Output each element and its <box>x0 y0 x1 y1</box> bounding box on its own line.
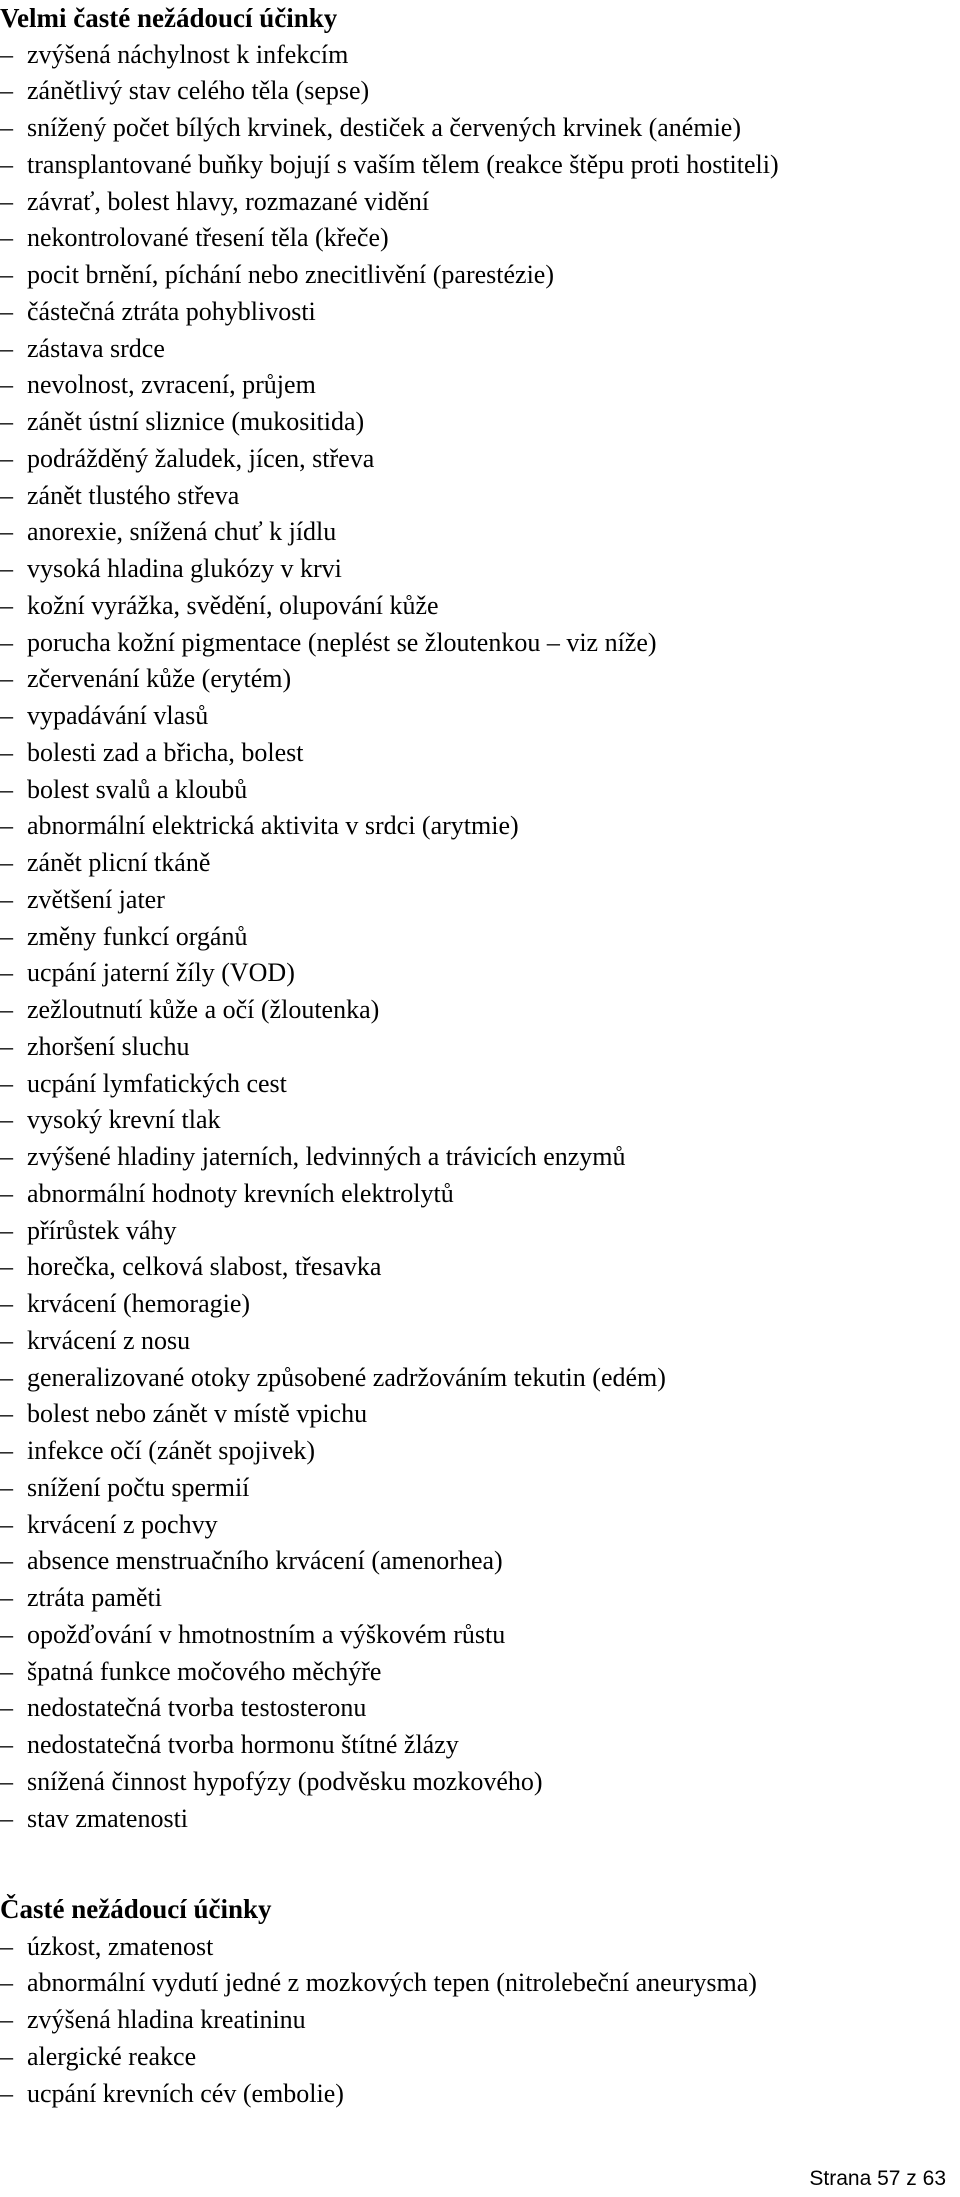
list-item <box>0 1139 779 1176</box>
list-item-text: snížená činnost hypofýzy (podvěsku mozkového) <box>27 1766 543 1796</box>
list-item <box>0 184 779 221</box>
list-item-text: zánětlivý stav celého těla (sepse) <box>27 76 370 106</box>
list-item <box>0 1543 779 1580</box>
list-item-text: stav zmatenosti <box>27 1803 189 1833</box>
list-item-text: bolest svalů a kloubů <box>27 774 248 804</box>
list-item-text: zvýšené hladiny jaterních, ledvinných a trávicích enzymů <box>27 1142 626 1171</box>
list-item-text: porucha kožní pigmentace (neplést se žloutenkou – viz níže) <box>27 627 657 657</box>
list-item-text: transplantované buňky bojují s vaším tělem (reakce štěpu proti hostiteli) <box>27 149 779 179</box>
dash-bullet: – <box>0 149 13 179</box>
list-item <box>0 1617 779 1654</box>
dash-bullet: – <box>0 1031 13 1061</box>
list-item <box>0 147 779 184</box>
list-item-text: kožní vyrážka, svědění, olupování kůže <box>27 590 439 620</box>
dash-bullet: – <box>0 333 13 363</box>
dash-bullet: – <box>0 2005 13 2034</box>
list-item-text: bolesti zad a břicha, bolest <box>27 737 304 767</box>
dash-bullet: – <box>0 1105 13 1135</box>
list-item <box>0 698 779 735</box>
list-item <box>0 257 779 294</box>
list-item-text: bolest nebo zánět v místě vpichu <box>27 1399 368 1429</box>
dash-bullet: – <box>0 2041 13 2071</box>
dash-bullet: – <box>0 1178 13 1208</box>
list-item-text: zežloutnutí kůže a očí (žloutenka) <box>27 995 380 1024</box>
list-item-text: krvácení z nosu <box>27 1325 191 1355</box>
list-item-text: zástava srdce <box>27 333 165 363</box>
list-item <box>0 37 779 74</box>
dash-bullet: – <box>0 1472 13 1502</box>
common-effects-list <box>0 1929 757 2113</box>
dash-bullet: – <box>0 1509 13 1539</box>
list-item-text: snížení počtu spermií <box>27 1472 250 1502</box>
page-number: Strana 57 z 63 <box>809 2167 946 2190</box>
list-item-text: závrať, bolest hlavy, rozmazané vidění <box>27 186 430 216</box>
list-item <box>0 919 779 956</box>
list-item-text: ztráta paměti <box>27 1583 162 1612</box>
list-item-text: nedostatečná tvorba testosteronu <box>27 1693 367 1723</box>
list-item <box>0 478 779 515</box>
dash-bullet: – <box>0 958 13 988</box>
dash-bullet: – <box>0 921 13 951</box>
dash-bullet: – <box>0 1252 13 1282</box>
list-item-text: zhoršení sluchu <box>27 1031 190 1061</box>
list-item <box>0 1360 779 1397</box>
list-item-text: zánět ústní sliznice (mukositida) <box>27 407 365 436</box>
list-item-text: nekontrolované třesení těla (křeče) <box>27 223 389 253</box>
list-item-text: anorexie, snížená chuť k jídlu <box>27 517 337 547</box>
list-item-text: vysoký krevní tlak <box>27 1105 221 1135</box>
dash-bullet: – <box>0 76 13 106</box>
list-item-text: podrážděný žaludek, jícen, střeva <box>27 443 375 473</box>
list-item <box>0 441 779 478</box>
list-item-text: krvácení (hemoragie) <box>27 1289 251 1318</box>
dash-bullet: – <box>0 370 13 400</box>
list-item <box>0 735 779 772</box>
list-item <box>0 1690 779 1727</box>
list-item <box>0 1102 779 1139</box>
list-item-text: zčervenání kůže (erytém) <box>27 664 292 694</box>
list-item <box>0 1929 757 1966</box>
list-item <box>0 404 779 441</box>
list-item-text: špatná funkce močového měchýře <box>27 1656 382 1686</box>
list-item-text: abnormální vydutí jedné z mozkových tepen (nitrolebeční aneurysma) <box>27 1968 757 1998</box>
section-heading-very-common: Velmi časté nežádoucí účinky <box>0 3 338 33</box>
dash-bullet: – <box>0 39 13 69</box>
dash-bullet: – <box>0 1931 13 1961</box>
list-item <box>0 1801 779 1838</box>
list-item-text: úzkost, zmatenost <box>27 1931 214 1961</box>
list-item <box>0 1727 779 1764</box>
dash-bullet: – <box>0 737 13 767</box>
list-item-text: alergické reakce <box>27 2041 197 2071</box>
list-item-text: částečná ztráta pohyblivosti <box>27 296 316 326</box>
list-item-text: generalizované otoky způsobené zadržováním tekutin (edém) <box>27 1362 666 1392</box>
dash-bullet: – <box>0 1766 13 1796</box>
dash-bullet: – <box>0 260 13 289</box>
list-item <box>0 1323 779 1360</box>
list-item-text: nedostatečná tvorba hormonu štítné žlázy <box>27 1730 459 1759</box>
dash-bullet: – <box>0 1730 13 1759</box>
list-item <box>0 110 779 147</box>
list-item-text: abnormální elektrická aktivita v srdci (arytmie) <box>27 811 519 841</box>
list-item-text: snížený počet bílých krvinek, destiček a červených krvinek (anémie) <box>27 113 741 142</box>
list-item-text: zvýšená hladina kreatininu <box>27 2005 306 2034</box>
list-item-text: ucpání krevních cév (embolie) <box>27 2078 344 2108</box>
list-item <box>0 73 779 110</box>
list-item <box>0 2039 757 2076</box>
list-item <box>0 514 779 551</box>
dash-bullet: – <box>0 1399 13 1429</box>
dash-bullet: – <box>0 1693 13 1723</box>
list-item <box>0 625 779 662</box>
dash-bullet: – <box>0 1325 13 1355</box>
list-item-text: absence menstruačního krvácení (amenorhea) <box>27 1546 503 1576</box>
list-item <box>0 772 779 809</box>
dash-bullet: – <box>0 884 13 914</box>
list-item-text: horečka, celková slabost, třesavka <box>27 1252 382 1282</box>
list-item-text: přírůstek váhy <box>27 1215 177 1245</box>
list-item-text: zánět plicní tkáně <box>27 848 211 877</box>
list-item-text: vypadávání vlasů <box>27 701 209 730</box>
list-item <box>0 1176 779 1213</box>
very-common-effects-list <box>0 37 779 1838</box>
list-item <box>0 1433 779 1470</box>
list-item <box>0 1286 779 1323</box>
dash-bullet: – <box>0 223 13 253</box>
section-heading-common: Časté nežádoucí účinky <box>0 1894 272 1924</box>
dash-bullet: – <box>0 1068 13 1098</box>
dash-bullet: – <box>0 407 13 436</box>
list-item <box>0 661 779 698</box>
dash-bullet: – <box>0 1362 13 1392</box>
dash-bullet: – <box>0 554 13 583</box>
dash-bullet: – <box>0 517 13 547</box>
list-item <box>0 1470 779 1507</box>
dash-bullet: – <box>0 1803 13 1833</box>
list-item-text: zvýšená náchylnost k infekcím <box>27 39 349 69</box>
list-item <box>0 1764 779 1801</box>
list-item <box>0 1213 779 1250</box>
dash-bullet: – <box>0 1142 13 1171</box>
list-item-text: infekce očí (zánět spojivek) <box>27 1436 316 1465</box>
list-item <box>0 294 779 331</box>
dash-bullet: – <box>0 1215 13 1245</box>
list-item <box>0 2076 757 2113</box>
list-item <box>0 1249 779 1286</box>
dash-bullet: – <box>0 480 13 510</box>
dash-bullet: – <box>0 296 13 326</box>
list-item-text: změny funkcí orgánů <box>27 921 248 951</box>
list-item <box>0 551 779 588</box>
list-item-text: nevolnost, zvracení, průjem <box>27 370 316 400</box>
dash-bullet: – <box>0 1968 13 1998</box>
list-item-text: krvácení z pochvy <box>27 1509 218 1539</box>
list-item <box>0 845 779 882</box>
dash-bullet: – <box>0 1289 13 1318</box>
dash-bullet: – <box>0 1546 13 1576</box>
list-item <box>0 1507 779 1544</box>
list-item <box>0 882 779 919</box>
list-item <box>0 367 779 404</box>
dash-bullet: – <box>0 113 13 142</box>
dash-bullet: – <box>0 1619 13 1649</box>
dash-bullet: – <box>0 1436 13 1465</box>
list-item <box>0 1029 779 1066</box>
list-item-text: vysoká hladina glukózy v krvi <box>27 554 342 583</box>
dash-bullet: – <box>0 1656 13 1686</box>
dash-bullet: – <box>0 774 13 804</box>
list-item-text: opožďování v hmotnostním a výškovém růstu <box>27 1619 506 1649</box>
dash-bullet: – <box>0 811 13 841</box>
list-item <box>0 588 779 625</box>
list-item-text: pocit brnění, píchání nebo znecitlivění (parestézie) <box>27 260 554 289</box>
list-item-text: abnormální hodnoty krevních elektrolytů <box>27 1178 454 1208</box>
list-item <box>0 955 779 992</box>
list-item <box>0 992 779 1029</box>
list-item <box>0 1580 779 1617</box>
list-item <box>0 1396 779 1433</box>
list-item-text: zvětšení jater <box>27 884 165 914</box>
list-item-text: zánět tlustého střeva <box>27 480 240 510</box>
list-item <box>0 1066 779 1103</box>
dash-bullet: – <box>0 664 13 694</box>
dash-bullet: – <box>0 443 13 473</box>
dash-bullet: – <box>0 590 13 620</box>
list-item-text: ucpání jaterní žíly (VOD) <box>27 958 295 988</box>
list-item <box>0 808 779 845</box>
list-item <box>0 331 779 368</box>
dash-bullet: – <box>0 848 13 877</box>
list-item-text: ucpání lymfatických cest <box>27 1068 287 1098</box>
list-item <box>0 1965 757 2002</box>
list-item <box>0 2002 757 2039</box>
dash-bullet: – <box>0 701 13 730</box>
dash-bullet: – <box>0 186 13 216</box>
dash-bullet: – <box>0 1583 13 1612</box>
dash-bullet: – <box>0 2078 13 2108</box>
dash-bullet: – <box>0 627 13 657</box>
list-item <box>0 1654 779 1691</box>
dash-bullet: – <box>0 995 13 1024</box>
list-item <box>0 220 779 257</box>
